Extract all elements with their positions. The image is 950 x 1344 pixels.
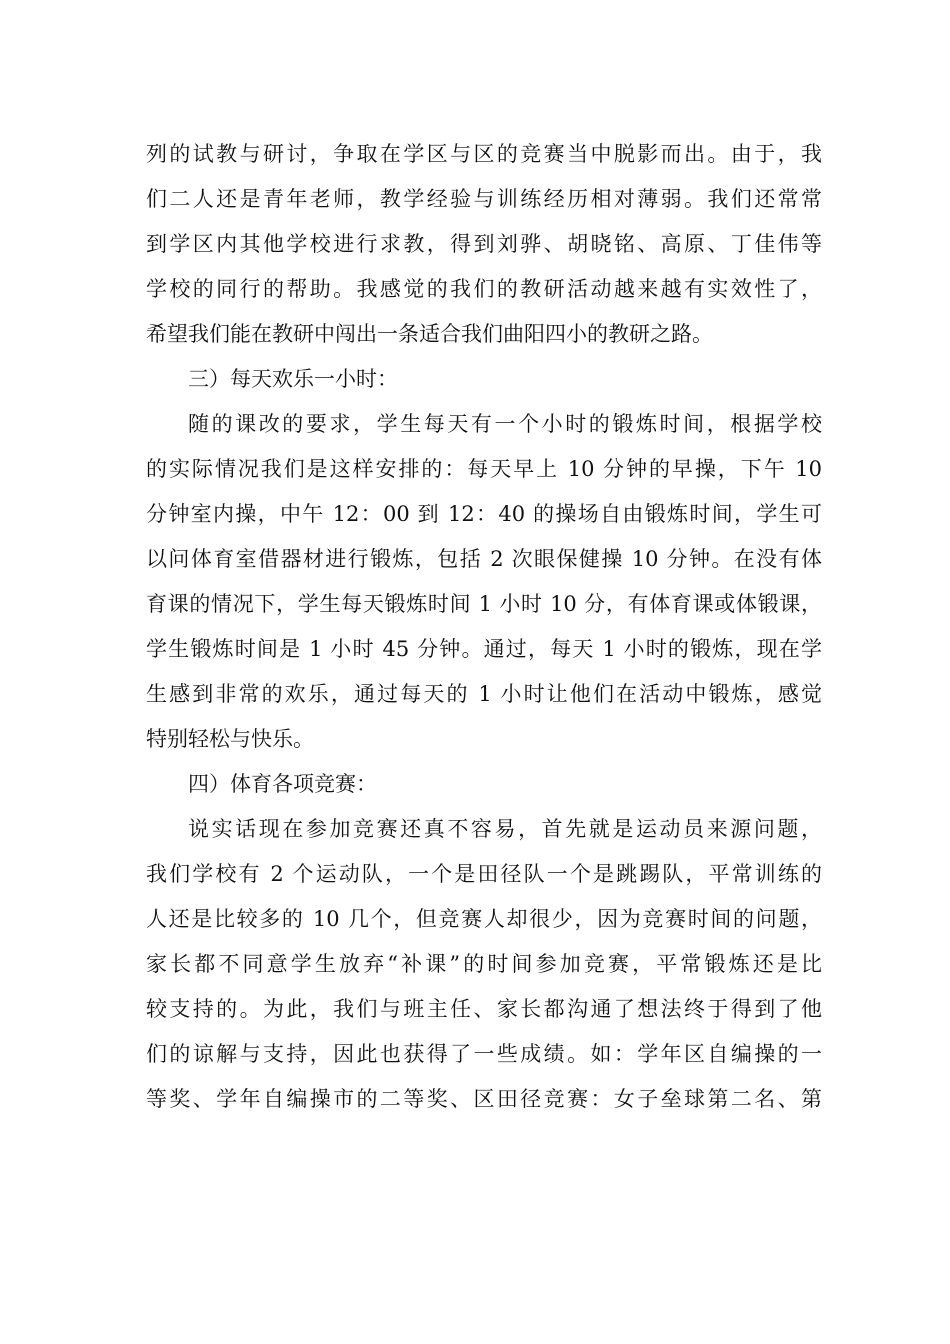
text-line-2: 们二人还是青年老师，教学经验与训练经历相对薄弱。我们还常常 xyxy=(146,187,822,211)
text-line-10: 以问体育室借器材进行锻炼，包括 2 次眼保健操 10 分钟。在没有体 xyxy=(146,547,822,571)
text-line-17: 我们学校有 2 个运动队，一个是田径队一个是跳踢队，平常训练的 xyxy=(146,862,822,886)
text-line-5: 希望我们能在教研中闯出一条适合我们曲阳四小的教研之路。 xyxy=(146,322,713,346)
text-line-16: 说实话现在参加竞赛还真不容易，首先就是运动员来源问题， xyxy=(188,817,822,841)
text-line-14: 特别轻松与快乐。 xyxy=(146,727,314,751)
text-line-22: 等奖、学年自编操市的二等奖、区田径竞赛：女子垒球第二名、第 xyxy=(146,1087,822,1111)
text-line-1: 列的试教与研讨，争取在学区与区的竞赛当中脱影而出。由于，我 xyxy=(146,142,822,166)
text-line-21: 们的谅解与支持，因此也获得了一些成绩。如：学年区自编操的一 xyxy=(146,1042,822,1066)
text-line-12: 学生锻炼时间是 1 小时 45 分钟。通过，每天 1 小时的锻炼，现在学 xyxy=(146,637,822,661)
text-line-8: 的实际情况我们是这样安排的：每天早上 10 分钟的早操，下午 10 xyxy=(146,457,822,481)
text-line-9: 分钟室内操，中午 12：00 到 12：40 的操场自由锻炼时间，学生可 xyxy=(146,502,822,526)
document-page xyxy=(146,132,822,1122)
section-heading-3: 三）每天欢乐一小时： xyxy=(188,367,398,391)
text-line-7: 随的课改的要求，学生每天有一个小时的锻炼时间，根据学校 xyxy=(188,412,822,436)
text-line-19: 家长都不同意学生放弃“补课”的时间参加竞赛，平常锻炼还是比 xyxy=(146,952,822,976)
section-heading-4: 四）体育各项竞赛： xyxy=(188,772,377,796)
text-line-11: 育课的情况下，学生每天锻炼时间 1 小时 10 分，有体育课或体锻课， xyxy=(146,592,822,616)
text-line-20: 较支持的。为此，我们与班主任、家长都沟通了想法终于得到了他 xyxy=(146,997,822,1021)
text-line-13: 生感到非常的欢乐，通过每天的 1 小时让他们在活动中锻炼，感觉 xyxy=(146,682,822,706)
text-line-18: 人还是比较多的 10 几个，但竞赛人却很少，因为竞赛时间的问题， xyxy=(146,907,822,931)
text-line-4: 学校的同行的帮助。我感觉的我们的教研活动越来越有实效性了， xyxy=(146,277,822,301)
text-line-3: 到学区内其他学校进行求教，得到刘骅、胡晓铭、高原、丁佳伟等 xyxy=(146,232,822,256)
